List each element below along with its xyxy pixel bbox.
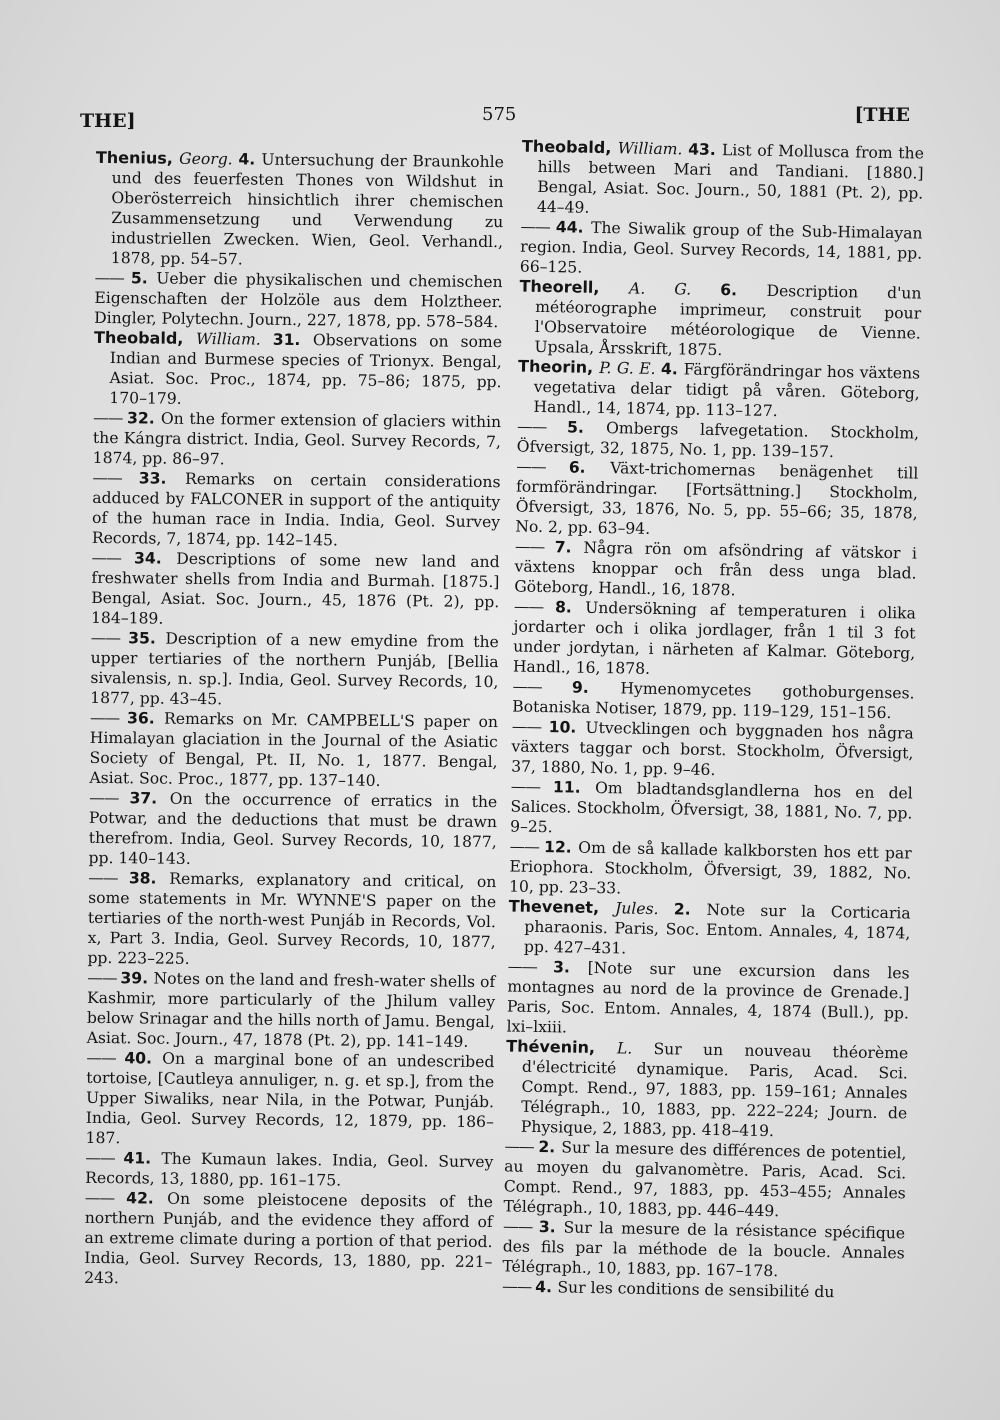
- entry-number: 42.: [126, 1189, 168, 1208]
- entry-number: 3.: [552, 958, 588, 977]
- entry-number: 12.: [543, 838, 579, 857]
- entry-number: 4.: [660, 360, 684, 379]
- entry-number: 40.: [124, 1049, 163, 1068]
- entry-dash: ——: [92, 468, 139, 488]
- entry-number: 4.: [535, 1277, 558, 1297]
- bibliography-entry: [95, 148, 504, 272]
- entry-text: Sur la mesure de la résistance spécifique des fils par la méthode de la boucle. Annales Télégraph., 10, 1883, pp. 167–178.: [502, 1218, 906, 1281]
- entry-dash: ——: [85, 1148, 124, 1168]
- entry-number: 38.: [128, 869, 170, 888]
- entry-dash: ——: [91, 548, 135, 568]
- entry-text: Utvecklingen och byggnaden hos några växters taggar och borst. Stockholm, Öfversigt, 37, 1880, No. 1, pp. 9–46.: [511, 718, 914, 780]
- entry-dash: ——: [89, 708, 128, 728]
- entry-number: 5.: [130, 269, 157, 288]
- bibliography-entry: [509, 836, 912, 903]
- bibliography-entry: [93, 408, 502, 472]
- entry-text: Sur les conditions de sensibilité du: [557, 1278, 835, 1302]
- entry-text: Ueber die physikalischen und chemischen Eigenschaften der Holzöle aus dem Holztheer. Dingler, Polytechn. Journ., 227, 1878, pp. 578–584.: [94, 269, 503, 332]
- entry-text: On some pleistocene deposits of the northern Punjáb, and the evidence they afford of an extreme climate during a portion of that period. India, Geol. Survey Records, 13, 1880, pp. 221–243.: [84, 1189, 494, 1288]
- bibliography-entry: [88, 788, 497, 872]
- bibliography-entry: [91, 548, 500, 632]
- bibliography-entry: [513, 597, 916, 684]
- author-forename: William.: [195, 329, 273, 349]
- entry-dash: ——: [90, 628, 129, 648]
- bibliography-entry: [520, 217, 923, 284]
- author-forename: P. G. E.: [599, 358, 662, 379]
- bibliography-entry: [89, 708, 498, 792]
- entry-text: Observations on some Indian and Burmese species of Trionyx. Bengal, Asiat. Soc. Proc., 1874, pp. 75–86; 1875, pp. 170–179.: [109, 331, 503, 408]
- entry-text: On the former extension of glaciers within the Kángra district. India, Geol. Survey Records, 7, 1874, pp. 86–97.: [92, 409, 502, 469]
- entry-text: Descriptions of some new land and freshwater shells from India and Burmah. [1875.] Bengal, Asiat. Soc. Journ., 45, 1876 (Pt. 2), pp. 184–189.: [90, 549, 500, 628]
- entry-text: Untersuchung der Braunkohle und des feuerfesten Thones von Wildshut in Oberösterreich hinsichtlich ihrer chemischen Zusammensetzung und Verwendung zu industriellen Zwecken. Wien, Geol. Verhandl., 1878, pp. 54–57.: [110, 150, 504, 269]
- entry-text: [Note sur une excursion dans les montagnes au nord de la province de Grenade.] Paris, Soc. Entom. Annales, 4, 1874 (Bull.), pp. lxi–lxiii.: [506, 958, 910, 1037]
- entry-text: On a marginal bone of an undescribed tortoise, [Cautleya annuliger, n. g. et sp.], from the Upper Siwaliks, near Nila, in the Potwar, Punjáb. India, Geol. Survey Records, 12, 1879, pp. 186–187.: [85, 1049, 495, 1148]
- entry-text: Undersökning af temperaturen i olika jordarter och i olika jordlager, från 1 til 3 fot under jordytan, i närheten af Kalmar. Göteborg, Handl., 16, 1878.: [512, 598, 917, 678]
- entry-number: 3.: [538, 1218, 564, 1237]
- entry-number: 32.: [126, 409, 161, 428]
- bibliography-entry: [515, 457, 918, 544]
- entry-dash: ——: [513, 597, 556, 617]
- entry-text: Notes on the land and fresh-water shells of Kashmir, more particularly of the Jhilum valley below Srinagar and the hills north of Jamu. Bengal, Asiat. Soc. Journ., 47, 1878 (Pt. 2), pp. 141–149.: [86, 969, 496, 1051]
- author-name: Theorell,: [519, 276, 630, 298]
- bibliography-entry: [85, 1148, 493, 1192]
- entry-number: 33.: [138, 469, 186, 488]
- entry-number: 2.: [538, 1138, 562, 1157]
- bibliography-entry: [84, 1188, 493, 1292]
- entry-text: Remarks, explanatory and critical, on some statements in Mr. WYNNE'S paper on the tertiaries of the north-west Punjáb in Records, Vol. x, Part 3. India, Geol. Survey Records, 10, 1877, pp. 223–225.: [87, 869, 497, 968]
- entry-number: 10.: [548, 718, 586, 737]
- bibliography-entry: [90, 628, 499, 712]
- entry-number: 2.: [673, 900, 707, 919]
- author-forename: Jules.: [614, 899, 675, 919]
- left-column: [84, 148, 504, 1292]
- bibliography-entry: [503, 1136, 906, 1223]
- author-forename: A. G.: [628, 279, 721, 300]
- entry-dash: ——: [516, 417, 568, 437]
- header-right: [THE: [854, 104, 910, 126]
- bibliography-entry: [506, 956, 909, 1043]
- entry-dash: ——: [511, 717, 549, 737]
- entry-dash: ——: [512, 677, 573, 697]
- entry-text: Hymenomycetes gothoburgenses. Botaniska Notiser, 1879, pp. 119–129, 151–156.: [512, 679, 915, 723]
- entry-text: Note sur la Corticaria pharaonis. Paris, Soc. Entom. Annales, 4, 1874, pp. 427–431.: [523, 900, 911, 958]
- author-forename: Georg.: [179, 149, 239, 169]
- running-header: [80, 100, 910, 140]
- bibliography-entry: [505, 1036, 909, 1143]
- entry-dash: ——: [520, 217, 557, 237]
- bibliography-entry: [521, 137, 924, 224]
- entry-number: 5.: [566, 418, 607, 438]
- entry-text: Sur la mesure des différences de potentiel, au moyen du galvanomètre. Paris, Acad. Sci. Compt. Rend., 97, 1883, pp. 453–455; Annales Télégraph., 10, 1883, pp. 446–449.: [503, 1138, 907, 1221]
- entry-text: Remarks on Mr. CAMPBELL'S paper on Himalayan glaciation in the Journal of the Asiatic Society of Bengal, Pt. II, No. 1, 1877. Bengal, Asiat. Soc. Proc., 1877, pp. 137–140.: [89, 709, 499, 790]
- entry-dash: ——: [502, 1217, 539, 1237]
- entry-dash: ——: [510, 777, 554, 797]
- entry-dash: ——: [88, 868, 129, 888]
- entry-text: List of Mollusca from the hills between Mari and Tandiani. [1880.] Bengal, Asiat. Soc. Journ., 50, 1881 (Pt. 2), pp. 44–49.: [536, 141, 925, 217]
- header-left: THE]: [80, 110, 136, 132]
- entry-text: Några rön om afsöndring af vätskor i växtens knoppar och från dess unga blad. Göteborg, Handl., 16, 1878.: [514, 538, 918, 600]
- bibliography-entry: [94, 268, 503, 332]
- entry-dash: ——: [93, 408, 128, 428]
- entry-text: Växt-trichomernas benägenhet till formförändringar. [Fortsättning.] Stockholm, Öfversigt, 33, 1876, No. 5, pp. 55–66; 35, 1878, No. 2, pp. 63–94.: [515, 459, 919, 538]
- entry-number: 9.: [571, 678, 621, 698]
- entry-text: Om bladtandsglandlerna hos en del Salices. Stockholm, Öfversigt, 38, 1881, No. 7, pp. 9–25.: [509, 778, 913, 837]
- entry-dash: ——: [89, 788, 130, 808]
- entry-dash: ——: [509, 837, 545, 857]
- bibliography-entry: [517, 417, 920, 464]
- entry-number: 41.: [123, 1149, 162, 1168]
- bibliography-entry: [93, 328, 502, 412]
- author-name: Thévenin,: [506, 1036, 618, 1058]
- author-name: Theorin,: [517, 356, 600, 377]
- entry-number: 44.: [555, 218, 592, 237]
- entry-number: 6.: [720, 281, 767, 300]
- author-forename: L.: [616, 1039, 654, 1059]
- entry-number: 35.: [128, 629, 166, 648]
- entry-number: 8.: [554, 598, 586, 617]
- entry-number: 7.: [554, 538, 584, 557]
- author-name: Theobald,: [521, 136, 618, 158]
- bibliography-entry: [510, 776, 913, 843]
- entry-dash: ——: [514, 537, 555, 557]
- entry-number: 4.: [238, 150, 262, 169]
- entry-text: Description of a new emydine from the upper tertiaries of the northern Punjáb, [Bellia sivalensis, n. sp.]. India, Geol. Survey Records, 10, 1877, pp. 43–45.: [90, 629, 499, 709]
- entry-text: Färgförändringar hos växtens vegetativa delar tidigt på våren. Göteborg, Handl., 14, 1874, pp. 113–127.: [533, 360, 921, 421]
- bibliography-entry: [86, 1048, 495, 1152]
- entry-number: 31.: [272, 330, 313, 350]
- bibliography-entry: [518, 277, 921, 364]
- bibliography-entry: [511, 716, 914, 783]
- entry-dash: ——: [516, 457, 569, 477]
- bibliography-entry: [87, 868, 496, 972]
- author-name: Thenius,: [95, 147, 180, 168]
- entry-number: 6.: [568, 458, 611, 478]
- right-column: [502, 137, 924, 1304]
- entry-dash: ——: [501, 1277, 536, 1296]
- bibliography-entry: [512, 676, 915, 723]
- entry-number: 11.: [552, 778, 596, 797]
- author-name: Thevenet,: [508, 896, 616, 918]
- entry-text: Description d'un météorographe imprimeur, construit pour l'Observatoire météorologique de Vienne. Upsala, Årsskrift, 1875.: [534, 281, 922, 360]
- entry-text: On the occurrence of erratics in the Potwar, and the deductions that must be drawn therefrom. India, Geol. Survey Records, 10, 1877, pp. 140–143.: [88, 789, 498, 868]
- author-forename: William.: [617, 139, 689, 159]
- entry-dash: ——: [94, 268, 132, 288]
- bibliography-entry: [514, 537, 917, 604]
- bibliography-entry: [92, 468, 501, 552]
- entry-number: 36.: [126, 709, 165, 728]
- entry-number: 34.: [133, 549, 177, 568]
- author-name: Theobald,: [93, 327, 197, 348]
- entry-text: The Siwalik group of the Sub-Himalayan region. India, Geol. Survey Records, 14, 1881, pp. 66–125.: [519, 218, 923, 277]
- entry-text: Ombergs lafvegetation. Stockholm, Öfversigt, 32, 1875, No. 1, pp. 139–157.: [516, 419, 920, 462]
- entry-dash: ——: [507, 957, 554, 977]
- page-number: 575: [482, 104, 517, 125]
- entry-dash: ——: [504, 1137, 539, 1157]
- entry-number: 37.: [129, 789, 170, 808]
- entry-text: Om de så kallade kalkborsten hos ett par Eriophora. Stockholm, Öfversigt, 39, 1882, No. 10, pp. 23–33.: [508, 838, 912, 898]
- entry-text: The Kumaun lakes. India, Geol. Survey Records, 13, 1880, pp. 161–175.: [85, 1149, 494, 1190]
- bibliography-entry: [517, 357, 920, 424]
- entry-number: 39.: [120, 969, 154, 988]
- entry-dash: ——: [84, 1188, 127, 1208]
- entry-text: Sur un nouveau théorème d'électricité dynamique. Paris, Acad. Sci. Compt. Rend., 97, 1883, pp. 159–161; Annales Télégraph., 10, 1883, pp. 222–224; Journ. de Physique, 2, 1883, pp. 418–419.: [520, 1040, 909, 1141]
- entry-text: Remarks on certain considerations adduced by FALCONER in support of the antiquity of the human race in India. India, Geol. Survey Records, 7, 1874, pp. 142–145.: [91, 469, 501, 550]
- bibliography-entry: [87, 968, 496, 1052]
- bibliography-entry: [508, 896, 911, 963]
- entry-dash: ——: [86, 1048, 125, 1068]
- entry-dash: ——: [87, 968, 121, 988]
- bibliography-entry: [502, 1216, 905, 1283]
- entry-number: 43.: [688, 140, 723, 160]
